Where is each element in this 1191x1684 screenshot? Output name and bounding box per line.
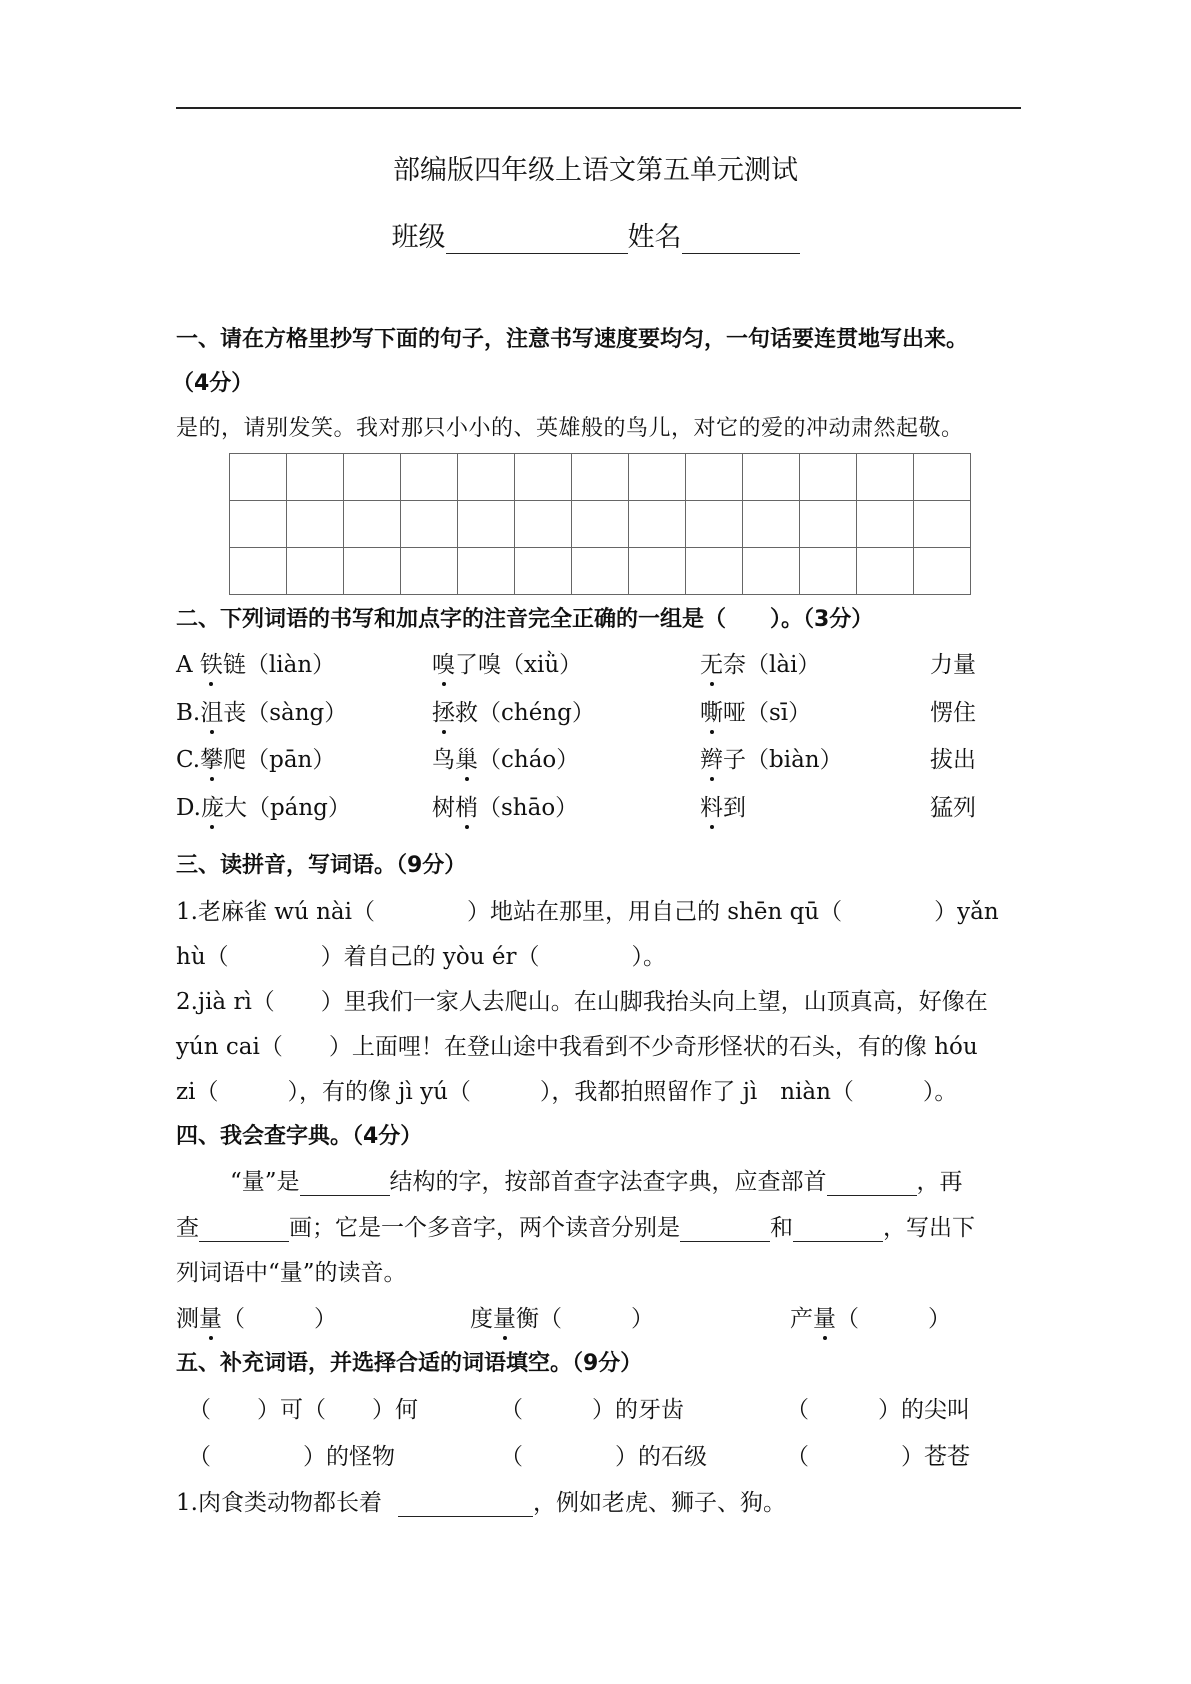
word-suffix: 到 bbox=[723, 795, 746, 821]
dict-text-1a: “量”是 bbox=[230, 1169, 300, 1195]
grid-cell[interactable] bbox=[743, 548, 800, 595]
option-1-word-1 bbox=[176, 646, 335, 679]
structure-blank[interactable] bbox=[300, 1171, 390, 1196]
word-suffix: 子（biàn） bbox=[723, 747, 843, 773]
grid-cell[interactable] bbox=[629, 548, 686, 595]
dotted-char: 巢 bbox=[455, 741, 478, 774]
word-prefix: D. bbox=[176, 795, 201, 821]
dictionary-line-3: 列词语中“量”的读音。 bbox=[176, 1260, 407, 1286]
word-suffix: （cháo） bbox=[478, 747, 580, 773]
option-3-word-1 bbox=[176, 741, 335, 774]
class-blank[interactable] bbox=[446, 223, 628, 254]
grid-cell[interactable] bbox=[686, 454, 743, 501]
option-1-word-2 bbox=[432, 646, 582, 679]
grid-cell[interactable] bbox=[287, 454, 344, 501]
option-2-word-2 bbox=[432, 694, 595, 727]
option-4-word-3 bbox=[700, 789, 746, 822]
dotted-char: 攀 bbox=[200, 741, 223, 774]
word-suffix: 丧（sàng） bbox=[223, 700, 348, 726]
dotted-char: 嘶 bbox=[700, 694, 723, 727]
class-name-line bbox=[0, 215, 1191, 254]
grid-cell[interactable] bbox=[515, 454, 572, 501]
grid-cell[interactable] bbox=[629, 454, 686, 501]
page-title: 部编版四年级上语文第五单元测试 bbox=[393, 155, 798, 186]
section-4-heading: 四、我会查字典。（4分） bbox=[176, 1124, 423, 1149]
dictionary-line-1 bbox=[230, 1163, 963, 1196]
word-suffix: 哑（sī） bbox=[723, 700, 812, 726]
option-2-word-3 bbox=[700, 694, 811, 727]
dotted-char: 嗅 bbox=[432, 646, 455, 679]
word-suffix: 了嗅（xiǜ） bbox=[455, 652, 583, 678]
grid-cell[interactable] bbox=[914, 548, 971, 595]
name-blank[interactable] bbox=[682, 223, 800, 254]
grid-cell[interactable] bbox=[914, 501, 971, 548]
grid-cell[interactable] bbox=[515, 501, 572, 548]
grid-cell[interactable] bbox=[515, 548, 572, 595]
pinyin-line-2: hù（ ）着自己的 yòu ér（ ）。 bbox=[176, 944, 667, 970]
idiom-blank-2[interactable]: （ ）的牙齿 bbox=[500, 1397, 684, 1423]
grid-cell[interactable] bbox=[344, 548, 401, 595]
option-1-word-4: 力量 bbox=[930, 652, 976, 678]
option-3-word-2 bbox=[432, 741, 579, 774]
dotted-char: 梢 bbox=[455, 789, 478, 822]
grid-cell[interactable] bbox=[800, 548, 857, 595]
grid-cell[interactable] bbox=[686, 548, 743, 595]
section-5-heading: 五、补充词语，并选择合适的词语填空。（9分） bbox=[176, 1351, 643, 1376]
grid-row bbox=[230, 454, 971, 501]
dict-text-1b: 结构的字，按部首查字法查字典，应查部首 bbox=[389, 1169, 827, 1195]
grid-cell[interactable] bbox=[857, 454, 914, 501]
idiom-blank-3[interactable]: （ ）的尖叫 bbox=[786, 1397, 970, 1423]
grid-cell[interactable] bbox=[344, 501, 401, 548]
word-prefix: B. bbox=[176, 700, 201, 726]
grid-cell[interactable] bbox=[572, 548, 629, 595]
word-suffix: 大（páng） bbox=[223, 795, 351, 821]
grid-cell[interactable] bbox=[230, 454, 287, 501]
dict-text-2b: 画；它是一个多音字，两个读音分别是 bbox=[289, 1215, 680, 1241]
word-suffix: （shāo） bbox=[478, 795, 579, 821]
word-prefix: A bbox=[176, 652, 200, 678]
grid-cell[interactable] bbox=[857, 501, 914, 548]
word-part[interactable]: （ ） bbox=[836, 1306, 951, 1332]
dotted-char: 拯 bbox=[432, 694, 455, 727]
copy-sentence: 是的，请别发笑。我对那只小小的、英雄般的鸟儿，对它的爱的冲动肃然起敬。 bbox=[176, 416, 964, 441]
dotted-char: 量 bbox=[493, 1300, 516, 1333]
word-part[interactable]: 衡（ ） bbox=[516, 1306, 654, 1332]
pinyin-line-3: 2.jià rì（ ）里我们一家人去爬山。在山脚我抬头向上望，山顶真高，好像在 bbox=[176, 989, 988, 1015]
dict-text-2d: ，写出下 bbox=[883, 1215, 975, 1241]
liang-word-2 bbox=[470, 1300, 654, 1333]
word-prefix: 树 bbox=[432, 795, 455, 821]
grid-cell[interactable] bbox=[230, 501, 287, 548]
idiom-blank-5[interactable]: （ ）的石级 bbox=[500, 1444, 707, 1470]
dotted-char: 量 bbox=[813, 1300, 836, 1333]
class-label: 班级 bbox=[391, 222, 446, 253]
dict-text-1c: ，再 bbox=[916, 1169, 963, 1195]
grid-cell[interactable] bbox=[686, 501, 743, 548]
q1-blank[interactable] bbox=[398, 1492, 533, 1517]
dict-text-2a: 查 bbox=[176, 1215, 199, 1241]
grid-cell[interactable] bbox=[800, 454, 857, 501]
word-prefix: C. bbox=[176, 747, 201, 773]
grid-cell[interactable] bbox=[401, 454, 458, 501]
grid-cell[interactable] bbox=[458, 501, 515, 548]
dict-text-2c: 和 bbox=[770, 1215, 793, 1241]
grid-cell[interactable] bbox=[857, 548, 914, 595]
grid-cell[interactable] bbox=[800, 501, 857, 548]
grid-cell[interactable] bbox=[344, 454, 401, 501]
grid-cell[interactable] bbox=[287, 501, 344, 548]
grid-cell[interactable] bbox=[572, 454, 629, 501]
q1-text-b: ，例如老虎、狮子、狗。 bbox=[532, 1490, 786, 1516]
grid-cell[interactable] bbox=[401, 548, 458, 595]
pinyin-line-5: zi（ ），有的像 jì yú（ ），我都拍照留作了 jì niàn（ ）。 bbox=[176, 1079, 958, 1105]
dotted-char: 沮 bbox=[200, 694, 223, 727]
pinyin-line-1: 1.老麻雀 wú nài（ ）地站在那里，用自己的 shēn qū（ ）yǎn bbox=[176, 899, 999, 925]
option-2-word-4: 愣住 bbox=[930, 700, 976, 726]
option-4-word-1 bbox=[176, 789, 351, 822]
dotted-char: 辫 bbox=[700, 741, 723, 774]
option-4-word-4: 猛列 bbox=[930, 795, 976, 821]
radical-blank[interactable] bbox=[827, 1171, 917, 1196]
grid-row bbox=[230, 548, 971, 595]
idiom-blank-6[interactable]: （ ）苍苍 bbox=[786, 1444, 970, 1470]
word-suffix: 奈（lài） bbox=[723, 652, 821, 678]
word-part: 产 bbox=[790, 1306, 813, 1332]
idiom-blank-1[interactable]: （ ）可（ ）何 bbox=[188, 1397, 418, 1423]
liang-word-3 bbox=[790, 1300, 951, 1333]
reading-2-blank[interactable] bbox=[793, 1217, 883, 1242]
dictionary-line-2 bbox=[176, 1209, 975, 1242]
word-part: 度 bbox=[470, 1306, 493, 1332]
section-2-heading: 二、下列词语的书写和加点字的注音完全正确的一组是（ ）。（3分） bbox=[176, 607, 874, 632]
grid-cell[interactable] bbox=[458, 454, 515, 501]
liang-word-1 bbox=[176, 1300, 337, 1333]
grid-cell[interactable] bbox=[572, 501, 629, 548]
word-prefix: 鸟 bbox=[432, 747, 455, 773]
writing-grid[interactable] bbox=[229, 453, 971, 595]
grid-cell[interactable] bbox=[629, 501, 686, 548]
strokes-blank[interactable] bbox=[199, 1217, 289, 1242]
grid-cell[interactable] bbox=[914, 454, 971, 501]
option-4-word-2 bbox=[432, 789, 578, 822]
idiom-blank-4[interactable]: （ ）的怪物 bbox=[188, 1444, 395, 1470]
name-label: 姓名 bbox=[627, 222, 682, 253]
section-1-score: （4分） bbox=[172, 371, 254, 396]
word-part: 测 bbox=[176, 1306, 199, 1332]
reading-1-blank[interactable] bbox=[680, 1217, 770, 1242]
fill-question-1 bbox=[176, 1484, 786, 1517]
dotted-char: 量 bbox=[199, 1300, 222, 1333]
option-2-word-1 bbox=[176, 694, 347, 727]
section-1-heading: 一、请在方格里抄写下面的句子，注意书写速度要均匀，一句话要连贯地写出来。 bbox=[176, 327, 969, 352]
option-1-word-3 bbox=[700, 646, 820, 679]
top-rule bbox=[176, 107, 1021, 109]
option-3-word-4: 拔出 bbox=[930, 747, 976, 773]
grid-cell[interactable] bbox=[287, 548, 344, 595]
grid-row bbox=[230, 501, 971, 548]
option-3-word-3 bbox=[700, 741, 843, 774]
word-suffix: 爬（pān） bbox=[223, 747, 336, 773]
section-3-heading: 三、读拼音，写词语。（9分） bbox=[176, 853, 467, 878]
pinyin-line-4: yún cai（ ）上面哩！在登山途中我看到不少奇形怪状的石头，有的像 hóu bbox=[176, 1034, 978, 1060]
word-suffix: 链（liàn） bbox=[222, 652, 336, 678]
q1-text-a: 1.肉食类动物都长着 bbox=[176, 1490, 382, 1516]
grid-cell[interactable] bbox=[230, 548, 287, 595]
grid-cell[interactable] bbox=[401, 501, 458, 548]
grid-cell[interactable] bbox=[743, 501, 800, 548]
word-part[interactable]: （ ） bbox=[222, 1306, 337, 1332]
grid-cell[interactable] bbox=[458, 548, 515, 595]
word-suffix: 救（chéng） bbox=[455, 700, 595, 726]
dotted-char: 料 bbox=[700, 789, 723, 822]
dotted-char: 铁 bbox=[200, 646, 223, 679]
dotted-char: 无 bbox=[700, 646, 723, 679]
grid-cell[interactable] bbox=[743, 454, 800, 501]
dotted-char: 庞 bbox=[201, 789, 224, 822]
